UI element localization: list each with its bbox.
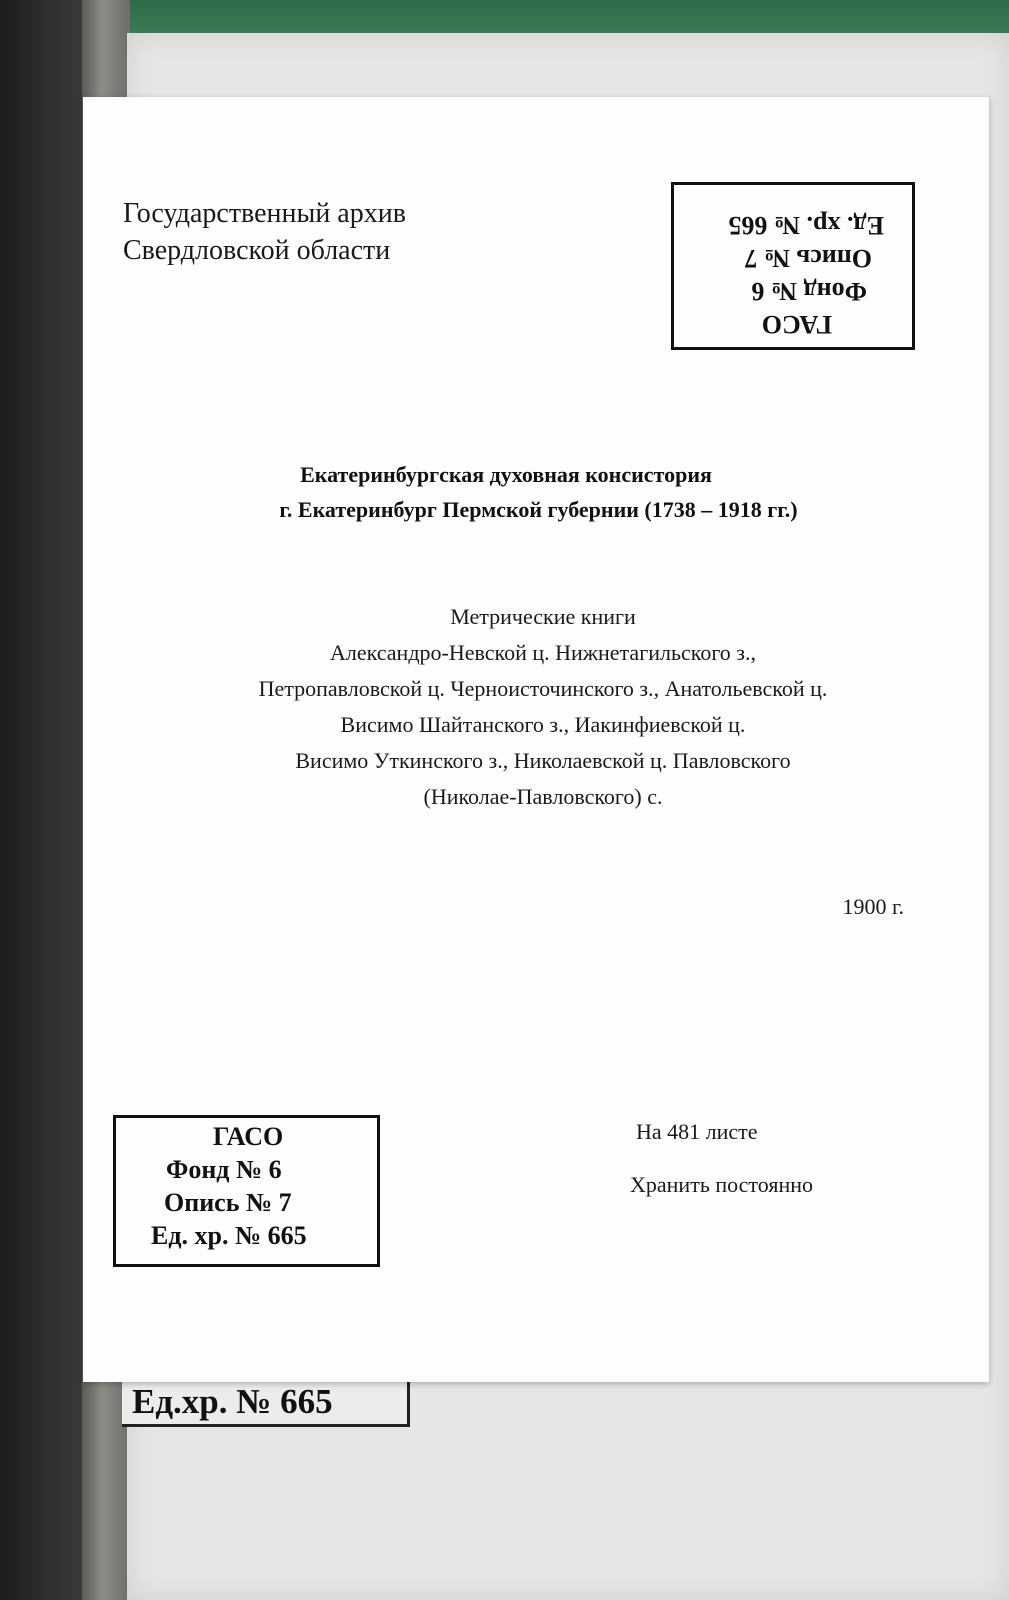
archive-name-line2: Свердловской области [123, 235, 391, 266]
archive-name-line1: Государственный архив [123, 198, 406, 229]
description-line: (Николае-Павловского) с. [423, 784, 663, 809]
description-line: Александро-Невской ц. Нижнетагильского з., [329, 640, 756, 665]
document-title [83, 457, 989, 527]
title-line1: Екатеринбургская духовная консистория [300, 462, 712, 487]
stamp-item: Ед. хр. № 665 [728, 211, 884, 240]
title-line2: г. Екатеринбург Пермской губернии (1738 – 1918 гг.) [279, 497, 798, 522]
description-line: Петропавловской ц. Черноисточинского з., Анатольевской ц. [258, 676, 828, 701]
document-description [143, 599, 943, 815]
description-line: Висимо Шайтанского з., Иакинфиевской ц. [340, 712, 746, 737]
stamp-name: ГАСО [761, 310, 832, 339]
stamp-opis: Опись № 7 [744, 244, 872, 273]
sheet-count: На 481 листе [636, 1119, 758, 1144]
description-line: Метрические книги [450, 604, 636, 629]
archive-name [123, 195, 406, 269]
stamp-name: ГАСО [213, 1122, 284, 1151]
front-page [83, 97, 989, 1382]
stamp-item: Ед. хр. № 665 [151, 1221, 307, 1250]
retention-note: Хранить постоянно [630, 1172, 814, 1197]
stamp-opis: Опись № 7 [164, 1188, 292, 1217]
stamp-fond: Фонд № 6 [751, 277, 867, 306]
archive-stamp-inverted [671, 182, 915, 350]
description-line: Висимо Уткинского з., Николаевской ц. Павловского [295, 748, 791, 773]
binding-label [122, 1378, 410, 1427]
stamp-fond: Фонд № 6 [166, 1155, 282, 1184]
binding-label-text: Ед.хр. № 665 [132, 1382, 333, 1421]
archive-stamp [113, 1115, 380, 1267]
document-year: 1900 г. [842, 894, 904, 919]
